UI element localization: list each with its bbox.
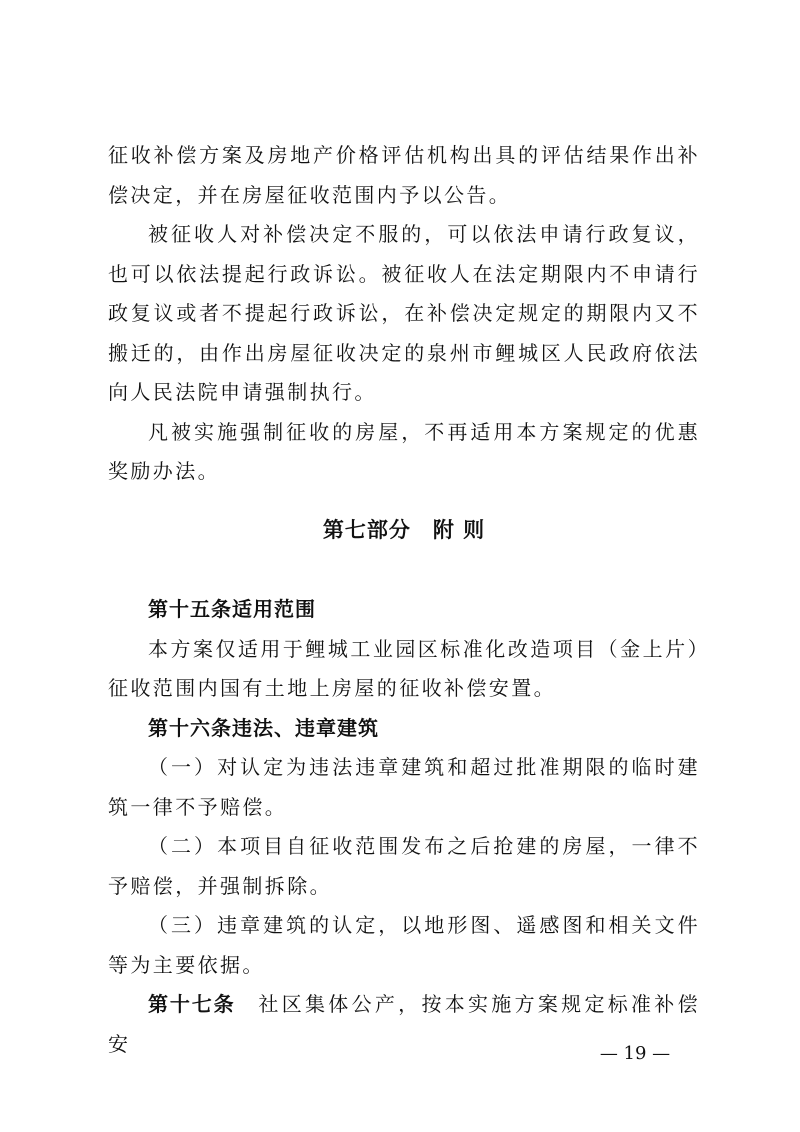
- part-seven-body: [108, 590, 700, 1064]
- article-16-title: 违法、违章建筑: [232, 715, 379, 740]
- part-seven-heading: [108, 510, 700, 550]
- page-number: — 19 —: [599, 1043, 671, 1064]
- article-15-title: 适用范围: [232, 597, 316, 621]
- paragraph-compensation-decision: 征收补偿方案及房地产价格评估机构出具的评估结果作出补偿决定，并在房屋征收范围内予以公告。: [108, 143, 700, 207]
- article-16-item-1: （一）对认定为违法违章建筑和超过批准期限的临时建筑一律不予赔偿。: [108, 755, 700, 819]
- article-16-item-2: （二）本项目自征收范围发布之后抢建的房屋，一律不予赔偿，并强制拆除。: [108, 834, 700, 898]
- article-17-number: 第十七条: [148, 992, 236, 1016]
- part-seven-label: 第七部分: [322, 518, 411, 542]
- article-16-item-3: （三）违章建筑的认定，以地形图、遥感图和相关文件等为主要依据。: [108, 913, 700, 977]
- article-15-heading: [108, 590, 700, 630]
- article-15-number: 第十五条: [148, 597, 232, 621]
- article-15-body: 本方案仅适用于鲤城工业园区标准化改造项目（金上片）征收范围内国有土地上房屋的征收补偿安置。: [108, 636, 700, 700]
- section-six-tail: [108, 136, 700, 492]
- article-16-heading: [108, 709, 700, 749]
- article-16-number: 第十六条: [148, 715, 232, 740]
- article-17-body: 社区集体公产，按本实施方案规定标准补偿安: [108, 992, 700, 1056]
- part-seven-title: 附 则: [432, 518, 486, 542]
- paragraph-forced-expropriation: 凡被实施强制征收的房屋，不再适用本方案规定的优惠奖励办法。: [108, 419, 700, 483]
- paragraph-reconsideration: 被征收人对补偿决定不服的，可以依法申请行政复议，也可以依法提起行政诉讼。被征收人在法定期限内不申请行政复议或者不提起行政诉讼，在补偿决定规定的期限内又不搬迁的，由作出房屋征收决定的泉州市鲤城区人民政府依法向人民法院申请强制执行。: [108, 222, 700, 404]
